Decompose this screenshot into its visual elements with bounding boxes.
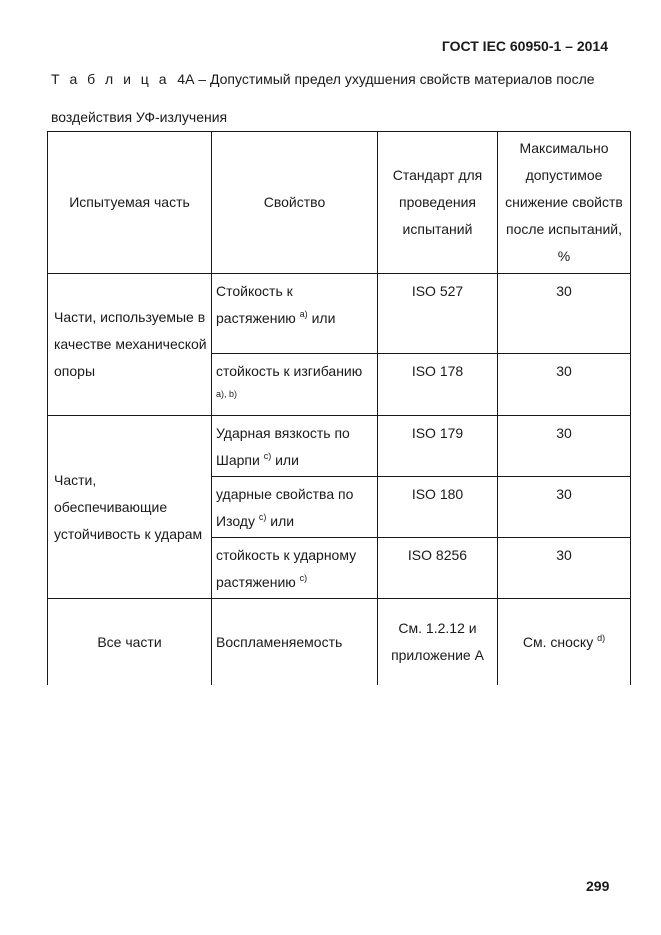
property-cell: ударные свойства по Изоду $^{c)}$ или [212,477,378,538]
value-cell: 30 [498,354,631,416]
table-row [48,274,631,354]
part-cell: Все части [48,599,212,686]
table-caption [51,60,631,136]
property-cell: Стойкость к растяжению $^{a)}$ или [212,274,378,354]
caption-title: Допустимый предел ухудшения свойств материалов после воздействия УФ-излучения [51,71,595,125]
header-row [48,132,631,274]
part-cell: Части, обеспечивающие устойчивость к ударам [48,416,212,599]
value-cell: 30 [498,538,631,599]
value-cell: См. сноску $^{d)}$ [498,599,631,686]
footnote-ref: c) [263,451,272,461]
value-cell: 30 [498,416,631,477]
caption-number: 4А [177,71,195,87]
header-part: Испытуемая часть [48,132,212,274]
header-standard: Стандарт для проведения испытаний [378,132,498,274]
property-cell: Воспламеняемость [212,599,378,686]
standard-designation: ГОСТ IEC 60950-1 – 2014 [441,38,608,54]
properties-table [47,131,631,685]
value-cell: 30 [498,477,631,538]
page-number: 299 [586,878,610,894]
table-row [48,416,631,477]
standard-cell: ISO 180 [378,477,498,538]
table-row [48,599,631,686]
value-cell: 30 [498,274,631,354]
caption-dash: – [198,71,207,87]
footnote-ref: d) [597,632,606,643]
footnote-ref: c) [258,512,267,522]
standard-cell: См. 1.2.12 и приложение А [378,599,498,686]
footnote-ref: a) [299,309,308,319]
caption-prefix: Т а б л и ц а [51,71,170,87]
property-cell: Ударная вязкость по Шарпи $^{c)}$ или [212,416,378,477]
part-cell: Части, используемые в качестве механической опоры [48,274,212,416]
property-cell: стойкость к ударному растяжению $^{c)}$ [212,538,378,599]
property-cell: стойкость к изгибанию $^{a), b)}$ [212,354,378,416]
standard-cell: ISO 8256 [378,538,498,599]
standard-cell: ISO 179 [378,416,498,477]
header-max-reduction: Максимально допустимое снижение свойств после испытаний, % [498,132,631,274]
footnote-ref: a), b) [216,389,238,399]
footnote-ref: c) [299,573,308,583]
standard-cell: ISO 527 [378,274,498,354]
header-property: Свойство [212,132,378,274]
standard-cell: ISO 178 [378,354,498,416]
